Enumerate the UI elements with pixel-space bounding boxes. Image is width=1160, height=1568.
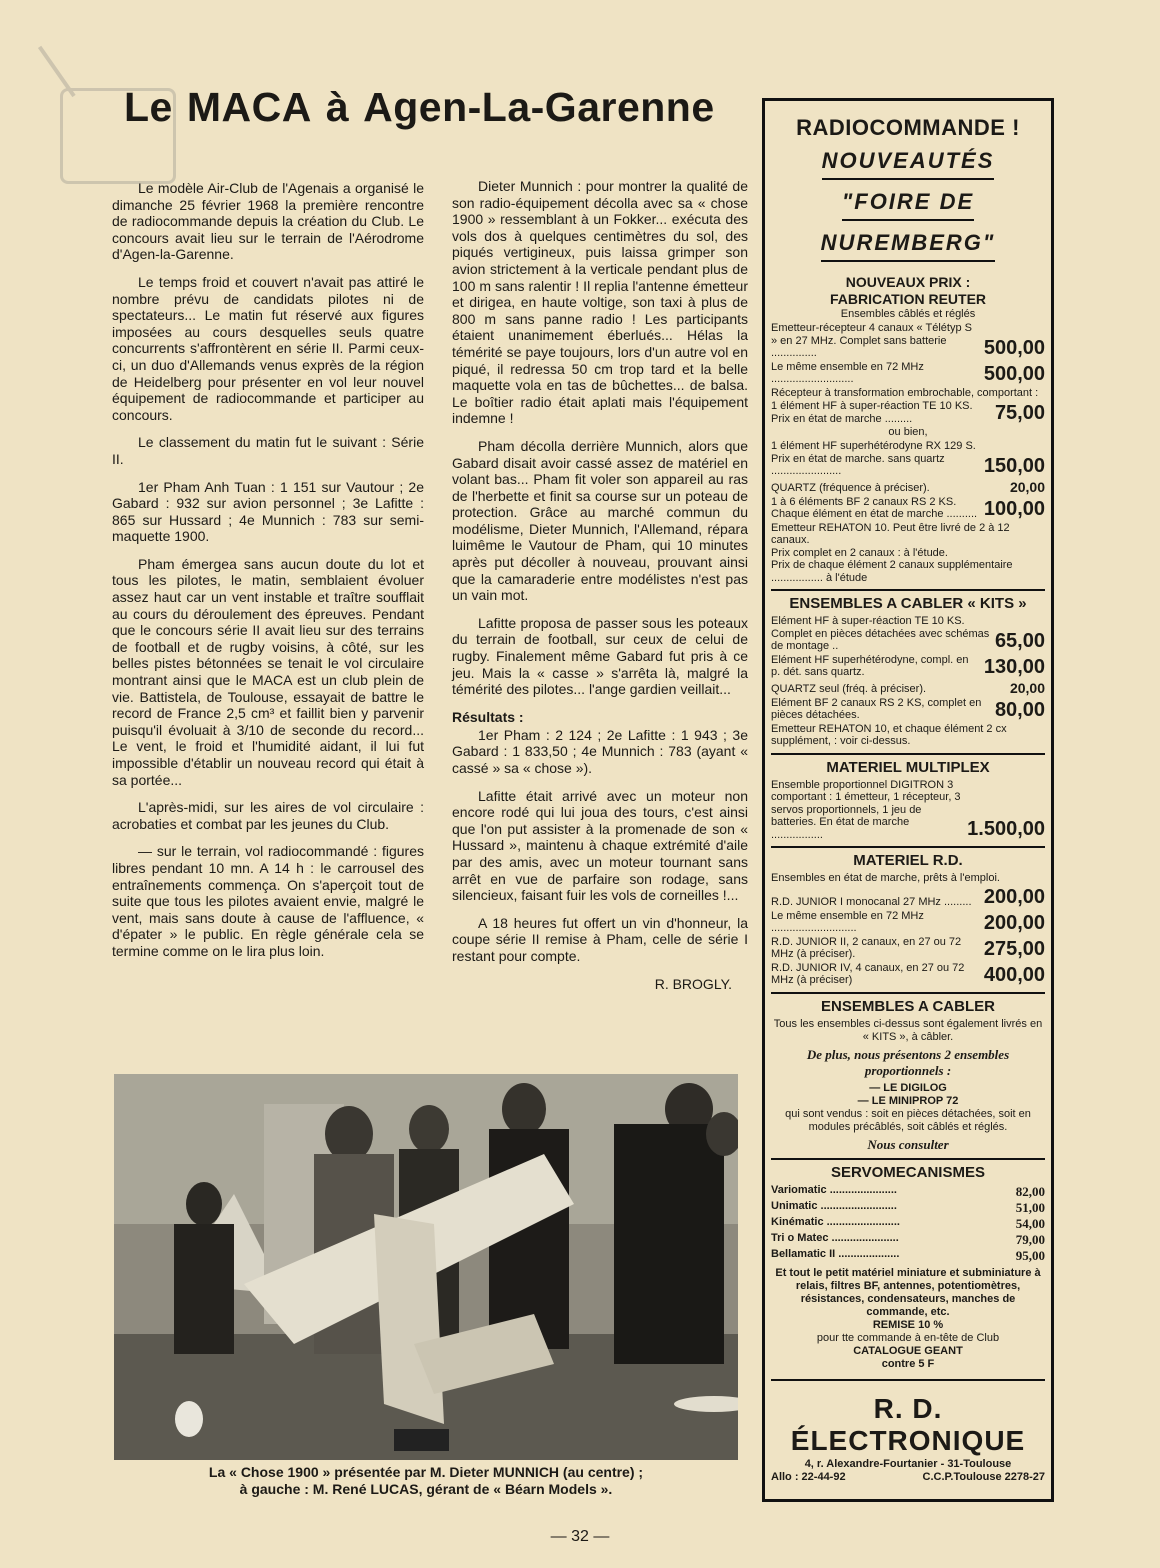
ad-section-rd: MATERIEL R.D. Ensembles en état de marche, prêts à l'emploi. R.D. JUNIOR I monocanal 27 MHz ......... 200,00 Le même ensemble en 72 MHz ............................ 200,00 R.D. JUNIOR II, 2 canaux, en 27 ou 72 MHz (à préciser). 275,00 R.D. JUNIOR IV, 4 canaux, en 27 ou 72 MHz (à préciser) 400,00 xyxy=(771,846,1045,987)
ad-text: Prix complet en 2 canaux : à l'étude. xyxy=(771,546,948,559)
ad-text: Emetteur REHATON 10. Peut être livré de 2 à 12 canaux. xyxy=(771,521,1010,546)
ad-price-row: Elément HF superhétérodyne, compl. en p. dét. sans quartz. 130,00 xyxy=(771,653,1045,678)
paragraph: Le modèle Air-Club de l'Agenais a organisé le dimanche 25 février 1968 la première rencontre de radiocommande depuis la création du Club. Le concours avait lieu sur le terrain de l'Aérodrome d'Agen-la-Garenne. xyxy=(112,180,424,263)
paragraph: Lafitte proposa de passer sous les poteaux du terrain de football, sur ceux de celui de rugby. Finalement même Gabard fut pris à ce jeu. Mais la « casse » s'arrêta là, malgré la témérité des pilotes... l'ange gardien veillait... xyxy=(452,614,748,698)
ad-brand-name: R. D. ÉLECTRONIQUE xyxy=(771,1379,1045,1457)
ad-script-line: NOUVEAUTÉS xyxy=(822,147,995,180)
paragraph: Pham émergea sans aucun doute du lot et tous les pilotes, le matin, semblaient évoluer assez haut car un vent instable et traître soufflait au cours du déroulement des épreuves. Pendant que le concours série II avait lieu sur des terrains de football et de rugby voisins, à côté, sur les belles pistes bétonnées se tenait le vol circulaire montrant ainsi que le MACA est un club plein de vie. Battistela, de Toulouse, essayait de battre le record de France 2,5 cm³ et faillit bien y parvenir puisqu'il évoluait à 3/10 de seconde du record... Le vent, le froid et l'humidité aidant, il lui fut impossible d'établir un nouveau record qui était à sa portée... xyxy=(112,555,424,788)
ad-section-cabler: ENSEMBLES A CABLER Tous les ensembles ci-dessus sont également livrés en « KITS », à câbler. De plus, nous présentons 2 ensembles proportionnels : — LE DIGILOG — LE MINIPROP 72 qui sont vendus : soit en pièces détachées, soit en modules précâblés, soit câblés et réglés. Nous consulter xyxy=(771,992,1045,1153)
ad-servo-row: Bellamatic II .................... 95,00 xyxy=(771,1247,1045,1263)
ad-servo-row: Variomatic ...................... 82,00 xyxy=(771,1183,1045,1199)
ad-subheading: NOUVEAUX PRIX : xyxy=(845,274,971,290)
photo-caption: La « Chose 1900 » présentée par M. Dieter MUNNICH (au centre) ; à gauche : M. René LUCAS, gérant de « Béarn Models ». xyxy=(208,1464,644,1497)
ad-text: Récepteur à transformation embrochable, comportant : xyxy=(771,386,1039,399)
article-column-1 xyxy=(112,180,424,971)
ad-servo-row: Kinématic ........................ 54,00 xyxy=(771,1215,1045,1231)
paragraph: Le classement du matin fut le suivant : Série II. xyxy=(112,434,424,467)
ad-price-row: QUARTZ (fréquence à préciser). 20,00 xyxy=(771,478,1045,495)
ad-headline: RADIOCOMMANDE ! xyxy=(796,115,1020,140)
ad-price-row: Ensemble proportionnel DIGITRON 3 comportant : 1 émetteur, 1 récepteur, 3 servos proportionnels, 1 jeu de batteries. En état de marche ................. 1.500,00 xyxy=(771,778,1045,841)
ad-price-row: R.D. JUNIOR I monocanal 27 MHz ......... 200,00 xyxy=(771,885,1045,908)
author-signature: R. BROGLY. xyxy=(654,975,732,992)
advertisement-box xyxy=(762,98,1054,1502)
ad-contact xyxy=(771,1471,1045,1483)
ad-price-row: Emetteur-récepteur 4 canaux « Télétyp S » en 27 MHz. Complet sans batterie ............... 500,00 xyxy=(771,322,1045,359)
ad-price-row: Elément BF 2 canaux RS 2 KS, complet en pièces détachées. 80,00 xyxy=(771,696,1045,721)
ad-script-line: "FOIRE DE xyxy=(842,188,974,221)
ad-section-servos: SERVOMECANISMES Variomatic ...................... 82,00 Unimatic ......................... 51,00 Kinématic ........................ 54,00 Tri o Matec ...................... 79,00 Bellamatic II .................... 95,00 Et tout le petit matériel miniature et subminiature à relais, filtres BF, antennes, potentiomètres, résistances, condensateurs, manches de commande, etc. REMISE 10 % pour tte commande à en-tête de Club CATALOGUE GEANT contre 5 F xyxy=(771,1158,1045,1371)
ad-section-multiplex: MATERIEL MULTIPLEX Ensemble proportionnel DIGITRON 3 comportant : 1 émetteur, 1 récepteur, 3 servos proportionnels, 1 jeu de batteries. En état de marche ................. 1.500,00 xyxy=(771,753,1045,842)
ad-script-line: NUREMBERG" xyxy=(821,229,996,262)
ad-text: Ensembles câblés et réglés xyxy=(840,308,976,320)
results-text: 1er Pham : 2 124 ; 2e Lafitte : 1 943 ; 3e Gabard : 1 833,50 ; 4e Munnich : 783 (ayant « cassé » sa « chose »). xyxy=(452,726,748,776)
ad-price-row: R.D. JUNIOR II, 2 canaux, en 27 ou 72 MHz (à préciser). 275,00 xyxy=(771,935,1045,960)
ad-price-row: QUARTZ seul (fréq. à préciser). 20,00 xyxy=(771,679,1045,696)
ad-servo-row: Tri o Matec ...................... 79,00 xyxy=(771,1231,1045,1247)
ad-text: ou bien, xyxy=(888,426,928,438)
paragraph: Le temps froid et couvert n'avait pas attiré le nombre prévu de candidats pilotes ni de spectateurs... Le matin fut réservé aux figures imposées au cours desquelles seuls quatre concurrents s'affrontèrent en série II. Parmi ceux-ci, un duo d'Allemands venus exprès de la région de Heidelberg pour présenter en vol leur nouvel équipement de radiocommande et participer au concours. xyxy=(112,273,424,423)
article-title: Le MACA à Agen-La-Garenne xyxy=(124,84,715,130)
ad-phone: Allo : 22-44-92 xyxy=(771,1470,846,1483)
ad-price-row: 1 élément HF à super-réaction TE 10 KS. Prix en état de marche ......... 75,00 xyxy=(771,400,1045,425)
ad-servo-row: Unimatic ......................... 51,00 xyxy=(771,1199,1045,1215)
ad-price-row: 1 à 6 éléments BF 2 canaux RS 2 KS. Chaque élément en état de marche .......... 100,00 xyxy=(771,495,1045,520)
paragraph: Lafitte était arrivé avec un moteur non encore rodé qui lui joua des tours, c'est ainsi que l'on put assister à la promenade de son « Hussard », maintenu à chaque extrémité d'aile par des amis, avec un moteur tournant sans arrêt en vue de parfaire son rodage, sans silencieux, faisant fuir les vols de corneilles !... xyxy=(452,787,748,904)
ad-price-row: Le même ensemble en 72 MHz ........................... 500,00 xyxy=(771,360,1045,385)
article-column-2 xyxy=(452,178,748,1003)
results-heading: Résultats : xyxy=(452,708,524,725)
paragraph: Dieter Munnich : pour montrer la qualité de son radio-équipement décolla avec sa « chose 1900 » ressemblant à un Fokker... exécuta des vols dos à quelques centimètres du sol, des piqués vertigineux, puis laissa grimper son avion strictement à la verticale pendant plus de 100 m sans ralentir ! Il replia l'antenne émetteur et dirigea, en haute voltige, son taxi à plus de 800 m sans panne radio ! Les participants étaient unanimement éberlués... Hélas la témérité se paye toujours, lors d'un autre vol en piqué, il redressa 50 cm trop tard et la belle maquette vola en tas de bûchettes... de balsa. Le boîtier radio était aplati mais l'équipement indemne ! xyxy=(452,178,748,427)
ad-address: 4, r. Alexandre-Fourtanier - 31-Toulouse xyxy=(804,1457,1012,1470)
ad-subheading: FABRICATION REUTER xyxy=(829,291,987,307)
paragraph: L'après-midi, sur les aires de vol circulaire : acrobaties et combat par les jeunes du Club. xyxy=(112,799,424,832)
event-photo xyxy=(114,1074,738,1460)
paragraph: — sur le terrain, vol radiocommandé : figures libres pendant 10 mn. A 14 h : le carrousel des entraînements commença. On s'aperçoit tout de suite que tous les pilotes avaient envie, malgré le vent, mais sans doute à cause de l'affluence, « d'épater » le public. En règle générale cela se termine comme on le lira plus loin. xyxy=(112,843,424,959)
ad-text: Emetteur REHATON 10, et chaque élément 2 cx supplément, : voir ci-dessus. xyxy=(771,722,1007,747)
paragraph: 1er Pham Anh Tuan : 1 151 sur Vautour ; 2e Gabard : 932 sur avion personnel ; 3e Lafitte : 865 sur Hussard ; 4e Munnich : 783 sur semi-maquette 1900. xyxy=(112,478,424,545)
ad-price-row: Le même ensemble en 72 MHz ............................ 200,00 xyxy=(771,909,1045,934)
paragraph: A 18 heures fut offert un vin d'honneur, la coupe série II remise à Pham, celle de série I restant pour compte. xyxy=(452,914,748,964)
ad-section-kits: ENSEMBLES A CABLER « KITS » Elément HF à super-réaction TE 10 KS. Complet en pièces détachées avec schémas de montage .. 65,00 Elément HF superhétérodyne, compl. en p. dét. sans quartz. 130,00 QUARTZ seul (fréq. à préciser). 20,00 Elément BF 2 canaux RS 2 KS, complet en pièces détachées. 80,00 Emetteur REHATON 10, et chaque élément 2 cx supplément, : voir ci-dessus. xyxy=(771,589,1045,748)
ad-ccp: C.C.P.Toulouse 2278-27 xyxy=(922,1470,1045,1483)
ad-text: Prix de chaque élément 2 canaux supplémentaire ................. à l'étude xyxy=(771,559,1013,584)
ad-price-row: Elément HF à super-réaction TE 10 KS. Complet en pièces détachées avec schémas de montage .. 65,00 xyxy=(771,615,1045,652)
ad-price-row: R.D. JUNIOR IV, 4 canaux, en 27 ou 72 MHz (à préciser) 400,00 xyxy=(771,961,1045,986)
ad-price-row: 1 élément HF superhétérodyne RX 129 S. Prix en état de marche. sans quartz ....................... 150,00 xyxy=(771,440,1045,477)
page-number: — 32 — xyxy=(550,1528,610,1545)
paragraph: Pham décolla derrière Munnich, alors que Gabard disait avoir cassé assez de matériel en volant bas... Pham fit voler son appareil au ras de l'herbette et finit sa course sur un poteau de protection. Grâce au marché commun du modélisme, Dieter Munnich, l'Allemand, répara luimême le Vautour de Pham, qui 10 minutes après put décoller à nouveau, prouvant ainsi que la camaraderie entre modélistes n'est pas un vain mot. xyxy=(452,437,748,604)
